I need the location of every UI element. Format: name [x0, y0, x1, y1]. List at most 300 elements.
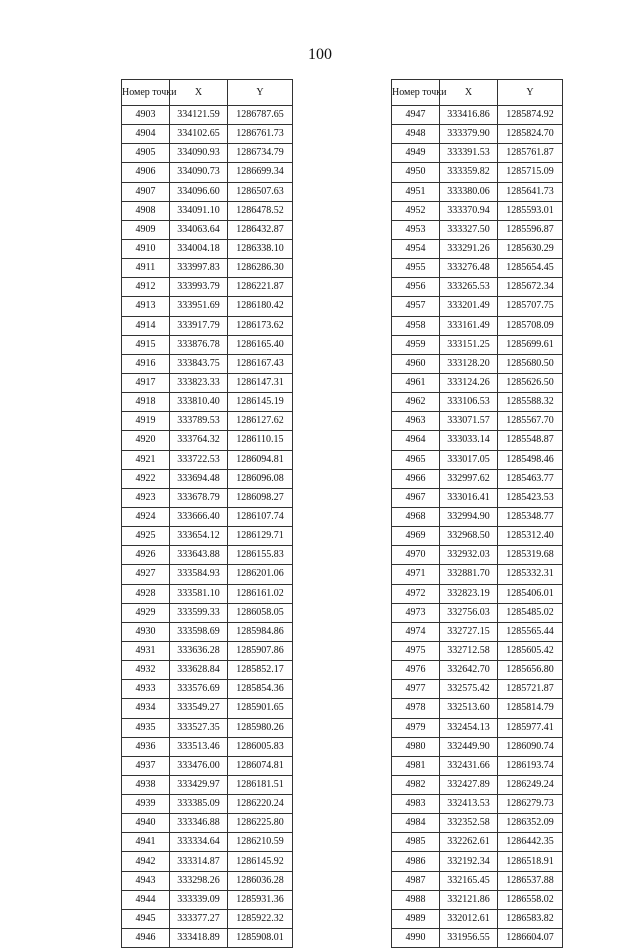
point-number-cell: 4941 [122, 833, 170, 852]
point-number-cell: 4934 [122, 699, 170, 718]
x-coordinate-cell: 333764.32 [170, 431, 228, 450]
y-coordinate-cell: 1285498.46 [498, 450, 563, 469]
table-row [122, 393, 293, 412]
y-coordinate-cell: 1286147.31 [228, 373, 293, 392]
x-coordinate-cell: 333789.53 [170, 412, 228, 431]
y-coordinate-cell: 1286201.06 [228, 565, 293, 584]
point-number-cell: 4942 [122, 852, 170, 871]
x-coordinate-cell: 333636.28 [170, 641, 228, 660]
table-row [392, 718, 563, 737]
x-coordinate-cell: 333876.78 [170, 335, 228, 354]
point-number-cell: 4906 [122, 163, 170, 182]
x-coordinate-cell: 332642.70 [440, 661, 498, 680]
x-coordinate-cell: 332994.90 [440, 507, 498, 526]
y-coordinate-cell: 1286221.87 [228, 278, 293, 297]
table-row [122, 297, 293, 316]
y-coordinate-cell: 1285626.50 [498, 373, 563, 392]
point-number-cell: 4952 [392, 201, 440, 220]
header-point-number: Номер точки [122, 80, 170, 106]
table-row [392, 144, 563, 163]
y-coordinate-cell: 1286181.51 [228, 775, 293, 794]
y-coordinate-cell: 1286145.19 [228, 393, 293, 412]
table-row [392, 622, 563, 641]
x-coordinate-cell: 332427.89 [440, 775, 498, 794]
point-number-cell: 4974 [392, 622, 440, 641]
point-number-cell: 4919 [122, 412, 170, 431]
table-row [122, 163, 293, 182]
y-coordinate-cell: 1285721.87 [498, 680, 563, 699]
y-coordinate-cell: 1285901.65 [228, 699, 293, 718]
x-coordinate-cell: 333128.20 [440, 354, 498, 373]
y-coordinate-cell: 1286110.15 [228, 431, 293, 450]
x-coordinate-cell: 333327.50 [440, 220, 498, 239]
x-coordinate-cell: 333124.26 [440, 373, 498, 392]
x-coordinate-cell: 334090.93 [170, 144, 228, 163]
y-coordinate-cell: 1285852.17 [228, 661, 293, 680]
table-row [392, 833, 563, 852]
point-number-cell: 4922 [122, 469, 170, 488]
point-number-cell: 4982 [392, 775, 440, 794]
x-coordinate-cell: 332881.70 [440, 565, 498, 584]
point-number-cell: 4950 [392, 163, 440, 182]
x-coordinate-cell: 333951.69 [170, 297, 228, 316]
x-coordinate-cell: 333581.10 [170, 584, 228, 603]
table-row [392, 527, 563, 546]
point-number-cell: 4928 [122, 584, 170, 603]
point-number-cell: 4905 [122, 144, 170, 163]
coordinates-table-left [121, 79, 293, 948]
y-coordinate-cell: 1285605.42 [498, 641, 563, 660]
table-row [122, 584, 293, 603]
table-row [122, 699, 293, 718]
y-coordinate-cell: 1285672.34 [498, 278, 563, 297]
x-coordinate-cell: 333823.33 [170, 373, 228, 392]
y-coordinate-cell: 1285980.26 [228, 718, 293, 737]
x-coordinate-cell: 332575.42 [440, 680, 498, 699]
y-coordinate-cell: 1285708.09 [498, 316, 563, 335]
table-row [392, 125, 563, 144]
x-coordinate-cell: 333917.79 [170, 316, 228, 335]
x-coordinate-cell: 333161.49 [440, 316, 498, 335]
point-number-cell: 4947 [392, 106, 440, 125]
point-number-cell: 4973 [392, 603, 440, 622]
table-row [392, 775, 563, 794]
point-number-cell: 4969 [392, 527, 440, 546]
y-coordinate-cell: 1286225.80 [228, 814, 293, 833]
table-row [122, 373, 293, 392]
y-coordinate-cell: 1286338.10 [228, 239, 293, 258]
y-coordinate-cell: 1286558.02 [498, 890, 563, 909]
table-row [122, 603, 293, 622]
x-coordinate-cell: 332012.61 [440, 909, 498, 928]
point-number-cell: 4979 [392, 718, 440, 737]
point-number-cell: 4908 [122, 201, 170, 220]
x-coordinate-cell: 333151.25 [440, 335, 498, 354]
point-number-cell: 4903 [122, 106, 170, 125]
table-row [122, 278, 293, 297]
point-number-cell: 4944 [122, 890, 170, 909]
table-row [122, 527, 293, 546]
table-row [392, 488, 563, 507]
page-number: 100 [308, 46, 332, 63]
table-row [122, 507, 293, 526]
point-number-cell: 4907 [122, 182, 170, 201]
y-coordinate-cell: 1285348.77 [498, 507, 563, 526]
table-row [392, 354, 563, 373]
table-row [122, 488, 293, 507]
point-number-cell: 4917 [122, 373, 170, 392]
x-coordinate-cell: 333666.40 [170, 507, 228, 526]
point-number-cell: 4968 [392, 507, 440, 526]
table-row [392, 565, 563, 584]
x-coordinate-cell: 334063.64 [170, 220, 228, 239]
y-coordinate-cell: 1285908.01 [228, 929, 293, 948]
y-coordinate-cell: 1286074.81 [228, 756, 293, 775]
point-number-cell: 4972 [392, 584, 440, 603]
table-row [392, 239, 563, 258]
x-coordinate-cell: 332413.53 [440, 795, 498, 814]
y-coordinate-cell: 1286165.40 [228, 335, 293, 354]
y-coordinate-cell: 1286442.35 [498, 833, 563, 852]
point-number-cell: 4929 [122, 603, 170, 622]
x-coordinate-cell: 333201.49 [440, 297, 498, 316]
y-coordinate-cell: 1286129.71 [228, 527, 293, 546]
y-coordinate-cell: 1286058.05 [228, 603, 293, 622]
table-row [122, 201, 293, 220]
point-number-cell: 4953 [392, 220, 440, 239]
y-coordinate-cell: 1286090.74 [498, 737, 563, 756]
x-coordinate-cell: 334090.73 [170, 163, 228, 182]
point-number-cell: 4959 [392, 335, 440, 354]
point-number-cell: 4965 [392, 450, 440, 469]
y-coordinate-cell: 1285565.44 [498, 622, 563, 641]
table-row [122, 316, 293, 335]
y-coordinate-cell: 1285984.86 [228, 622, 293, 641]
table-row [392, 393, 563, 412]
table-row [392, 450, 563, 469]
x-coordinate-cell: 333678.79 [170, 488, 228, 507]
table-row [392, 737, 563, 756]
table-row [392, 297, 563, 316]
y-coordinate-cell: 1286127.62 [228, 412, 293, 431]
y-coordinate-cell: 1285596.87 [498, 220, 563, 239]
table-row [122, 718, 293, 737]
y-coordinate-cell: 1285761.87 [498, 144, 563, 163]
x-coordinate-cell: 333385.09 [170, 795, 228, 814]
x-coordinate-cell: 334121.59 [170, 106, 228, 125]
point-number-cell: 4975 [392, 641, 440, 660]
point-number-cell: 4927 [122, 565, 170, 584]
table-row [122, 182, 293, 201]
y-coordinate-cell: 1285824.70 [498, 125, 563, 144]
table-row [122, 469, 293, 488]
point-number-cell: 4980 [392, 737, 440, 756]
point-number-cell: 4960 [392, 354, 440, 373]
x-coordinate-cell: 333810.40 [170, 393, 228, 412]
table-row [392, 871, 563, 890]
table-row [392, 259, 563, 278]
y-coordinate-cell: 1286180.42 [228, 297, 293, 316]
y-coordinate-cell: 1286005.83 [228, 737, 293, 756]
x-coordinate-cell: 333370.94 [440, 201, 498, 220]
table-row [122, 335, 293, 354]
x-coordinate-cell: 333391.53 [440, 144, 498, 163]
point-number-cell: 4967 [392, 488, 440, 507]
x-coordinate-cell: 333694.48 [170, 469, 228, 488]
table-row [122, 622, 293, 641]
table-row [122, 890, 293, 909]
table-row [122, 431, 293, 450]
table-row [122, 756, 293, 775]
point-number-cell: 4964 [392, 431, 440, 450]
point-number-cell: 4949 [392, 144, 440, 163]
point-number-cell: 4924 [122, 507, 170, 526]
point-number-cell: 4926 [122, 546, 170, 565]
point-number-cell: 4987 [392, 871, 440, 890]
point-number-cell: 4912 [122, 278, 170, 297]
table-row [122, 641, 293, 660]
x-coordinate-cell: 333339.09 [170, 890, 228, 909]
point-number-cell: 4943 [122, 871, 170, 890]
x-coordinate-cell: 332823.19 [440, 584, 498, 603]
table-row [392, 890, 563, 909]
point-number-cell: 4981 [392, 756, 440, 775]
x-coordinate-cell: 333379.90 [440, 125, 498, 144]
point-number-cell: 4990 [392, 929, 440, 948]
table-row [122, 909, 293, 928]
point-number-cell: 4937 [122, 756, 170, 775]
y-coordinate-cell: 1286537.88 [498, 871, 563, 890]
y-coordinate-cell: 1286279.73 [498, 795, 563, 814]
point-number-cell: 4936 [122, 737, 170, 756]
table-row [392, 182, 563, 201]
x-coordinate-cell: 333654.12 [170, 527, 228, 546]
y-coordinate-cell: 1286193.74 [498, 756, 563, 775]
point-number-cell: 4904 [122, 125, 170, 144]
y-coordinate-cell: 1286249.24 [498, 775, 563, 794]
y-coordinate-cell: 1285548.87 [498, 431, 563, 450]
x-coordinate-cell: 333346.88 [170, 814, 228, 833]
table-row [392, 469, 563, 488]
point-number-cell: 4986 [392, 852, 440, 871]
x-coordinate-cell: 332712.58 [440, 641, 498, 660]
table-row [392, 106, 563, 125]
y-coordinate-cell: 1286734.79 [228, 144, 293, 163]
y-coordinate-cell: 1285907.86 [228, 641, 293, 660]
coordinates-table-right [391, 79, 563, 948]
x-coordinate-cell: 332513.60 [440, 699, 498, 718]
point-number-cell: 4978 [392, 699, 440, 718]
point-number-cell: 4945 [122, 909, 170, 928]
point-number-cell: 4988 [392, 890, 440, 909]
table-row [392, 546, 563, 565]
x-coordinate-cell: 333598.69 [170, 622, 228, 641]
point-number-cell: 4955 [392, 259, 440, 278]
table-row [392, 852, 563, 871]
x-coordinate-cell: 333016.41 [440, 488, 498, 507]
point-number-cell: 4958 [392, 316, 440, 335]
point-number-cell: 4909 [122, 220, 170, 239]
table-row [122, 775, 293, 794]
x-coordinate-cell: 333314.87 [170, 852, 228, 871]
y-coordinate-cell: 1285485.02 [498, 603, 563, 622]
x-coordinate-cell: 333416.86 [440, 106, 498, 125]
y-coordinate-cell: 1285699.61 [498, 335, 563, 354]
table-header-row [122, 80, 293, 106]
point-number-cell: 4939 [122, 795, 170, 814]
point-number-cell: 4911 [122, 259, 170, 278]
x-coordinate-cell: 333527.35 [170, 718, 228, 737]
table-row [392, 680, 563, 699]
y-coordinate-cell: 1286173.62 [228, 316, 293, 335]
point-number-cell: 4989 [392, 909, 440, 928]
point-number-cell: 4933 [122, 680, 170, 699]
table-row [122, 929, 293, 948]
y-coordinate-cell: 1286286.30 [228, 259, 293, 278]
table-row [392, 163, 563, 182]
x-coordinate-cell: 333843.75 [170, 354, 228, 373]
y-coordinate-cell: 1286352.09 [498, 814, 563, 833]
y-coordinate-cell: 1286155.83 [228, 546, 293, 565]
table-row [392, 431, 563, 450]
point-number-cell: 4931 [122, 641, 170, 660]
x-coordinate-cell: 333033.14 [440, 431, 498, 450]
x-coordinate-cell: 333993.79 [170, 278, 228, 297]
header-x: X [170, 80, 228, 106]
x-coordinate-cell: 333071.57 [440, 412, 498, 431]
table-row [122, 106, 293, 125]
x-coordinate-cell: 333017.05 [440, 450, 498, 469]
y-coordinate-cell: 1285332.31 [498, 565, 563, 584]
y-coordinate-cell: 1285814.79 [498, 699, 563, 718]
y-coordinate-cell: 1285715.09 [498, 163, 563, 182]
point-number-cell: 4930 [122, 622, 170, 641]
y-coordinate-cell: 1286507.63 [228, 182, 293, 201]
x-coordinate-cell: 333997.83 [170, 259, 228, 278]
header-x: X [440, 80, 498, 106]
y-coordinate-cell: 1285593.01 [498, 201, 563, 220]
x-coordinate-cell: 334096.60 [170, 182, 228, 201]
point-number-cell: 4961 [392, 373, 440, 392]
table-row [392, 412, 563, 431]
table-row [392, 584, 563, 603]
table-row [392, 814, 563, 833]
point-number-cell: 4938 [122, 775, 170, 794]
table-row [392, 603, 563, 622]
table-row [122, 795, 293, 814]
y-coordinate-cell: 1285656.80 [498, 661, 563, 680]
x-coordinate-cell: 333643.88 [170, 546, 228, 565]
y-coordinate-cell: 1286161.02 [228, 584, 293, 603]
x-coordinate-cell: 332454.13 [440, 718, 498, 737]
y-coordinate-cell: 1286432.87 [228, 220, 293, 239]
x-coordinate-cell: 333106.53 [440, 393, 498, 412]
point-number-cell: 4915 [122, 335, 170, 354]
y-coordinate-cell: 1285319.68 [498, 546, 563, 565]
table-row [122, 450, 293, 469]
point-number-cell: 4963 [392, 412, 440, 431]
table-row [122, 661, 293, 680]
point-number-cell: 4932 [122, 661, 170, 680]
x-coordinate-cell: 332262.61 [440, 833, 498, 852]
x-coordinate-cell: 332756.03 [440, 603, 498, 622]
point-number-cell: 4956 [392, 278, 440, 297]
x-coordinate-cell: 334102.65 [170, 125, 228, 144]
table-row [122, 737, 293, 756]
table-row [122, 565, 293, 584]
y-coordinate-cell: 1285630.29 [498, 239, 563, 258]
table-row [122, 259, 293, 278]
table-row [122, 412, 293, 431]
x-coordinate-cell: 333377.27 [170, 909, 228, 928]
table-row [392, 373, 563, 392]
table-row [122, 144, 293, 163]
x-coordinate-cell: 332968.50 [440, 527, 498, 546]
y-coordinate-cell: 1285588.32 [498, 393, 563, 412]
x-coordinate-cell: 333722.53 [170, 450, 228, 469]
x-coordinate-cell: 334004.18 [170, 239, 228, 258]
x-coordinate-cell: 333513.46 [170, 737, 228, 756]
table-row [122, 814, 293, 833]
y-coordinate-cell: 1286761.73 [228, 125, 293, 144]
table-row [122, 125, 293, 144]
table-row [122, 354, 293, 373]
x-coordinate-cell: 333380.06 [440, 182, 498, 201]
point-number-cell: 4916 [122, 354, 170, 373]
y-coordinate-cell: 1286478.52 [228, 201, 293, 220]
y-coordinate-cell: 1286107.74 [228, 507, 293, 526]
x-coordinate-cell: 333584.93 [170, 565, 228, 584]
point-number-cell: 4921 [122, 450, 170, 469]
x-coordinate-cell: 334091.10 [170, 201, 228, 220]
point-number-cell: 4913 [122, 297, 170, 316]
y-coordinate-cell: 1285854.36 [228, 680, 293, 699]
y-coordinate-cell: 1285977.41 [498, 718, 563, 737]
table-row [392, 507, 563, 526]
table-row [392, 699, 563, 718]
y-coordinate-cell: 1286518.91 [498, 852, 563, 871]
x-coordinate-cell: 332727.15 [440, 622, 498, 641]
header-y: Y [228, 80, 293, 106]
table-row [392, 278, 563, 297]
point-number-cell: 4935 [122, 718, 170, 737]
table-row [392, 641, 563, 660]
table-row [122, 871, 293, 890]
point-number-cell: 4970 [392, 546, 440, 565]
x-coordinate-cell: 333291.26 [440, 239, 498, 258]
y-coordinate-cell: 1285423.53 [498, 488, 563, 507]
y-coordinate-cell: 1286787.65 [228, 106, 293, 125]
point-number-cell: 4977 [392, 680, 440, 699]
x-coordinate-cell: 332121.86 [440, 890, 498, 909]
x-coordinate-cell: 333549.27 [170, 699, 228, 718]
header-point-number: Номер точки [392, 80, 440, 106]
x-coordinate-cell: 332192.34 [440, 852, 498, 871]
table-row [392, 909, 563, 928]
x-coordinate-cell: 331956.55 [440, 929, 498, 948]
point-number-cell: 4984 [392, 814, 440, 833]
point-number-cell: 4910 [122, 239, 170, 258]
point-number-cell: 4951 [392, 182, 440, 201]
y-coordinate-cell: 1286096.08 [228, 469, 293, 488]
x-coordinate-cell: 333418.89 [170, 929, 228, 948]
x-coordinate-cell: 333359.82 [440, 163, 498, 182]
y-coordinate-cell: 1285931.36 [228, 890, 293, 909]
point-number-cell: 4946 [122, 929, 170, 948]
x-coordinate-cell: 333276.48 [440, 259, 498, 278]
y-coordinate-cell: 1286583.82 [498, 909, 563, 928]
table-row [122, 680, 293, 699]
